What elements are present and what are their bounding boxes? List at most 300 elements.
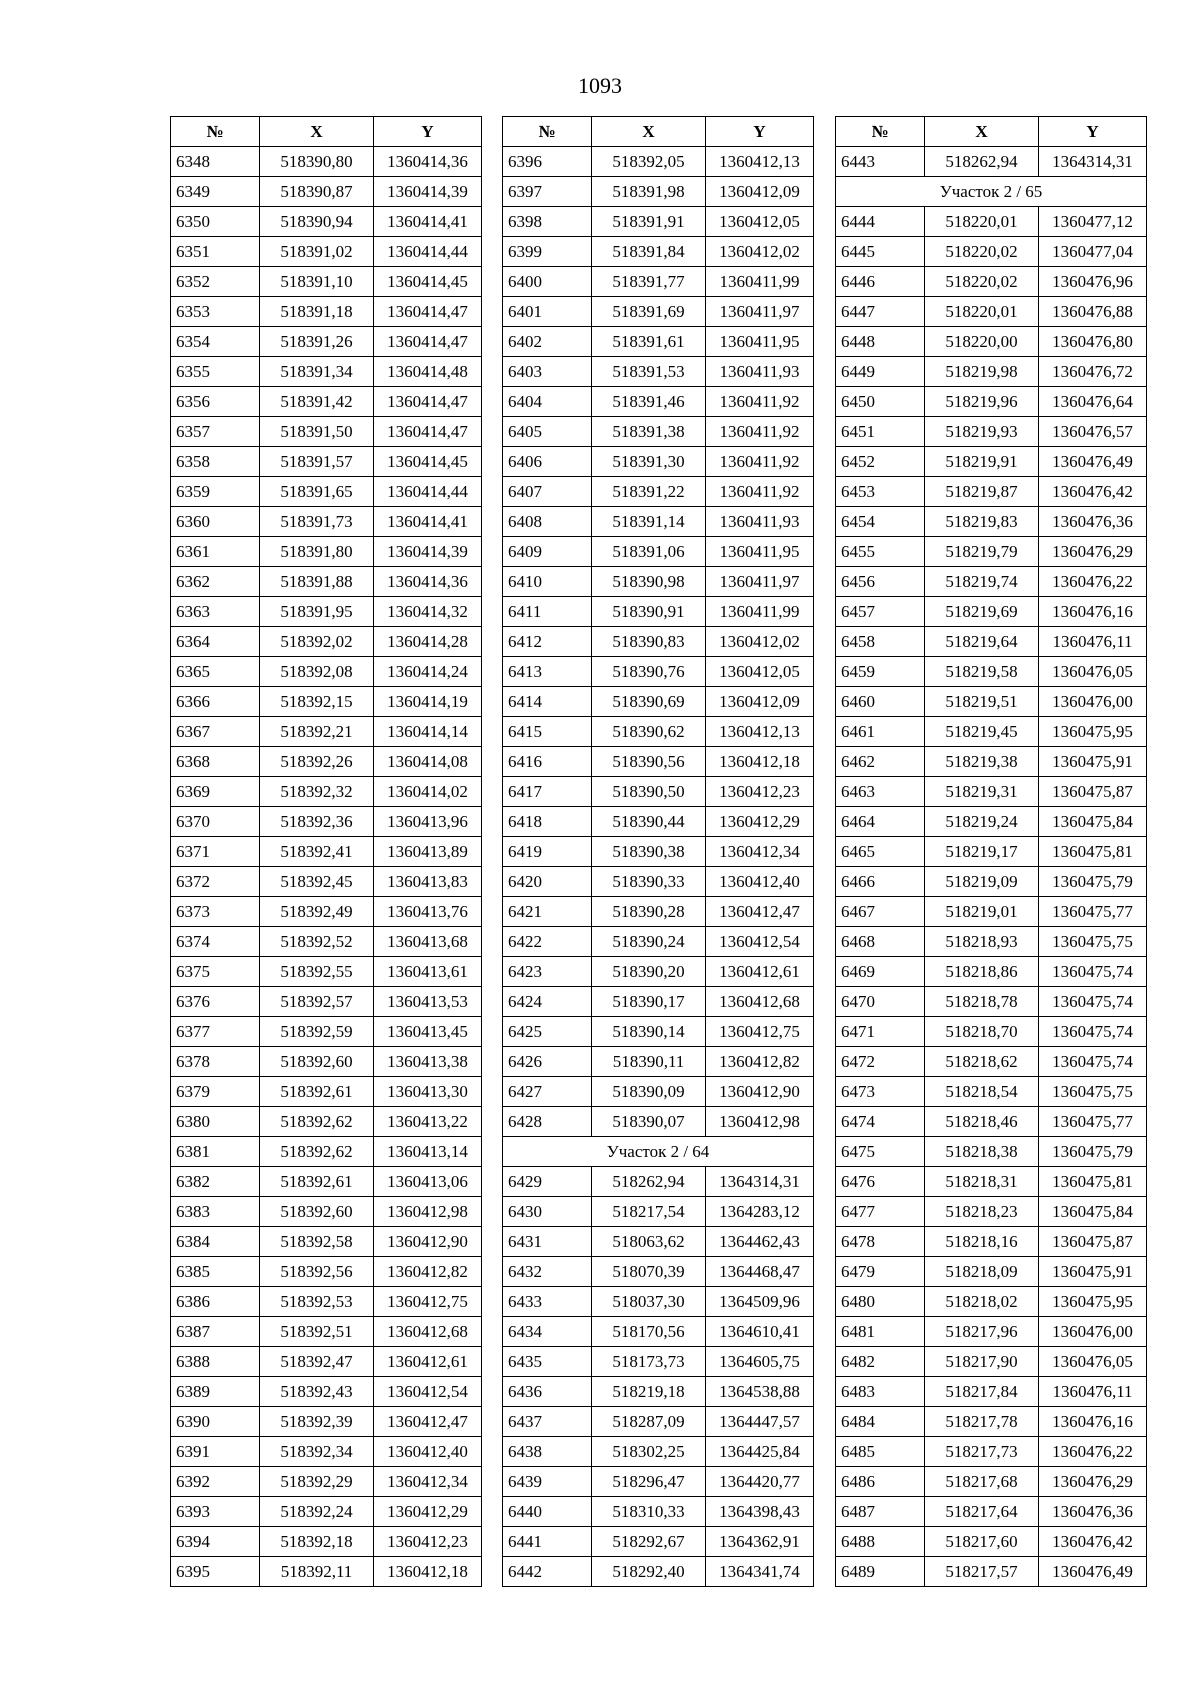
table-row <box>171 327 482 357</box>
coord-y: 1360411,95 <box>706 537 814 567</box>
table-row <box>171 987 482 1017</box>
coord-x: 518219,74 <box>925 567 1039 597</box>
coord-y: 1360414,45 <box>374 447 482 477</box>
point-number: 6430 <box>503 1197 592 1227</box>
table-row <box>503 1557 814 1587</box>
table-row <box>836 1407 1147 1437</box>
coord-y: 1360475,87 <box>1039 1227 1147 1257</box>
point-number: 6481 <box>836 1317 925 1347</box>
coord-y: 1360412,23 <box>374 1527 482 1557</box>
coord-x: 518392,29 <box>260 1467 374 1497</box>
coord-y: 1360475,95 <box>1039 1287 1147 1317</box>
table-row <box>503 207 814 237</box>
coord-x: 518390,98 <box>592 567 706 597</box>
header-num: № <box>836 117 925 147</box>
point-number: 6417 <box>503 777 592 807</box>
table-row <box>503 1107 814 1137</box>
point-number: 6462 <box>836 747 925 777</box>
table-row <box>503 867 814 897</box>
point-number: 6373 <box>171 897 260 927</box>
table-row <box>171 927 482 957</box>
coord-y: 1360414,41 <box>374 507 482 537</box>
coord-x: 518391,84 <box>592 237 706 267</box>
table-row <box>171 417 482 447</box>
coord-x: 518219,38 <box>925 747 1039 777</box>
coord-y: 1360412,34 <box>374 1467 482 1497</box>
coord-x: 518262,94 <box>925 147 1039 177</box>
table-row <box>503 507 814 537</box>
point-number: 6439 <box>503 1467 592 1497</box>
coord-y: 1360477,04 <box>1039 237 1147 267</box>
table-row <box>503 297 814 327</box>
point-number: 6470 <box>836 987 925 1017</box>
table-row <box>503 837 814 867</box>
coord-x: 518392,02 <box>260 627 374 657</box>
table-row <box>503 1317 814 1347</box>
coord-y: 1360412,23 <box>706 777 814 807</box>
point-number: 6436 <box>503 1377 592 1407</box>
point-number: 6375 <box>171 957 260 987</box>
point-number: 6483 <box>836 1377 925 1407</box>
coord-x: 518390,14 <box>592 1017 706 1047</box>
header-y: Y <box>1039 117 1147 147</box>
point-number: 6446 <box>836 267 925 297</box>
point-number: 6486 <box>836 1467 925 1497</box>
coord-y: 1360413,30 <box>374 1077 482 1107</box>
table-row <box>836 1107 1147 1137</box>
coord-y: 1360411,99 <box>706 597 814 627</box>
point-number: 6391 <box>171 1437 260 1467</box>
coord-x: 518392,26 <box>260 747 374 777</box>
point-number: 6364 <box>171 627 260 657</box>
point-number: 6445 <box>836 237 925 267</box>
table-row <box>503 1227 814 1257</box>
coord-x: 518219,83 <box>925 507 1039 537</box>
coord-y: 1360475,74 <box>1039 957 1147 987</box>
table-row <box>171 1317 482 1347</box>
coord-y: 1360412,02 <box>706 237 814 267</box>
point-number: 6456 <box>836 567 925 597</box>
table-row <box>171 717 482 747</box>
point-number: 6480 <box>836 1287 925 1317</box>
coord-x: 518391,42 <box>260 387 374 417</box>
table-row <box>836 1437 1147 1467</box>
coord-x: 518217,84 <box>925 1377 1039 1407</box>
coord-x: 518391,80 <box>260 537 374 567</box>
coord-y: 1360414,39 <box>374 537 482 567</box>
table-row <box>171 837 482 867</box>
table-row <box>836 1347 1147 1377</box>
point-number: 6371 <box>171 837 260 867</box>
point-number: 6393 <box>171 1497 260 1527</box>
coord-x: 518220,00 <box>925 327 1039 357</box>
coord-x: 518218,09 <box>925 1257 1039 1287</box>
coord-x: 518063,62 <box>592 1227 706 1257</box>
coord-x: 518392,15 <box>260 687 374 717</box>
point-number: 6443 <box>836 147 925 177</box>
coord-x: 518392,61 <box>260 1077 374 1107</box>
point-number: 6386 <box>171 1287 260 1317</box>
table-row <box>836 417 1147 447</box>
coord-y: 1360412,18 <box>706 747 814 777</box>
table-row <box>171 1167 482 1197</box>
section-row <box>503 1137 814 1167</box>
coord-y: 1360476,00 <box>1039 687 1147 717</box>
table-row <box>503 657 814 687</box>
point-number: 6357 <box>171 417 260 447</box>
table-row <box>503 807 814 837</box>
coord-y: 1360414,14 <box>374 717 482 747</box>
coord-x: 518218,23 <box>925 1197 1039 1227</box>
point-number: 6427 <box>503 1077 592 1107</box>
coord-x: 518390,09 <box>592 1077 706 1107</box>
table-row <box>836 357 1147 387</box>
coord-y: 1360476,22 <box>1039 567 1147 597</box>
coord-x: 518391,30 <box>592 447 706 477</box>
coord-y: 1364509,96 <box>706 1287 814 1317</box>
coord-x: 518218,02 <box>925 1287 1039 1317</box>
coord-y: 1360477,12 <box>1039 207 1147 237</box>
point-number: 6452 <box>836 447 925 477</box>
coord-x: 518392,45 <box>260 867 374 897</box>
coord-x: 518392,62 <box>260 1107 374 1137</box>
point-number: 6435 <box>503 1347 592 1377</box>
coord-x: 518392,56 <box>260 1257 374 1287</box>
point-number: 6367 <box>171 717 260 747</box>
table-row <box>836 237 1147 267</box>
table-row <box>836 837 1147 867</box>
point-number: 6349 <box>171 177 260 207</box>
table-row <box>171 1197 482 1227</box>
coord-y: 1360475,79 <box>1039 867 1147 897</box>
point-number: 6376 <box>171 987 260 1017</box>
coord-y: 1360414,28 <box>374 627 482 657</box>
coord-y: 1360412,75 <box>706 1017 814 1047</box>
coord-x: 518219,09 <box>925 867 1039 897</box>
coord-x: 518390,80 <box>260 147 374 177</box>
table-row <box>503 1377 814 1407</box>
point-number: 6420 <box>503 867 592 897</box>
coord-x: 518287,09 <box>592 1407 706 1437</box>
coord-x: 518391,34 <box>260 357 374 387</box>
table-row <box>171 1377 482 1407</box>
coord-y: 1360412,13 <box>706 147 814 177</box>
coord-y: 1360414,32 <box>374 597 482 627</box>
table-row <box>836 1527 1147 1557</box>
table-row <box>503 927 814 957</box>
table-row <box>171 147 482 177</box>
coordinates-table-3 <box>835 116 1147 1587</box>
coord-x: 518392,60 <box>260 1047 374 1077</box>
table-row <box>171 897 482 927</box>
point-number: 6407 <box>503 477 592 507</box>
coord-x: 518391,38 <box>592 417 706 447</box>
point-number: 6352 <box>171 267 260 297</box>
coord-y: 1360475,77 <box>1039 897 1147 927</box>
point-number: 6394 <box>171 1527 260 1557</box>
table-row <box>503 777 814 807</box>
coord-y: 1360412,29 <box>706 807 814 837</box>
point-number: 6385 <box>171 1257 260 1287</box>
coord-y: 1360476,80 <box>1039 327 1147 357</box>
coord-y: 1364362,91 <box>706 1527 814 1557</box>
coord-y: 1360412,47 <box>374 1407 482 1437</box>
table-row <box>503 267 814 297</box>
coord-y: 1360412,68 <box>374 1317 482 1347</box>
table-row <box>171 1527 482 1557</box>
coord-x: 518391,26 <box>260 327 374 357</box>
coord-y: 1360413,61 <box>374 957 482 987</box>
point-number: 6359 <box>171 477 260 507</box>
table-row <box>503 357 814 387</box>
coord-x: 518391,10 <box>260 267 374 297</box>
coord-x: 518392,60 <box>260 1197 374 1227</box>
coord-y: 1360475,81 <box>1039 837 1147 867</box>
point-number: 6431 <box>503 1227 592 1257</box>
table-row <box>171 1347 482 1377</box>
header-row <box>503 117 814 147</box>
coord-y: 1360412,47 <box>706 897 814 927</box>
point-number: 6358 <box>171 447 260 477</box>
point-number: 6419 <box>503 837 592 867</box>
table-row <box>171 687 482 717</box>
coord-x: 518390,69 <box>592 687 706 717</box>
table-row <box>503 1527 814 1557</box>
coord-y: 1360411,97 <box>706 297 814 327</box>
point-number: 6485 <box>836 1437 925 1467</box>
point-number: 6432 <box>503 1257 592 1287</box>
table-row <box>503 597 814 627</box>
coord-x: 518390,44 <box>592 807 706 837</box>
coord-y: 1360412,90 <box>706 1077 814 1107</box>
point-number: 6468 <box>836 927 925 957</box>
table-row <box>836 1227 1147 1257</box>
point-number: 6488 <box>836 1527 925 1557</box>
coord-y: 1360412,75 <box>374 1287 482 1317</box>
point-number: 6467 <box>836 897 925 927</box>
point-number: 6460 <box>836 687 925 717</box>
coord-y: 1364468,47 <box>706 1257 814 1287</box>
table-row <box>836 777 1147 807</box>
table-row <box>836 597 1147 627</box>
point-number: 6453 <box>836 477 925 507</box>
table-row <box>503 897 814 927</box>
coord-y: 1360476,36 <box>1039 1497 1147 1527</box>
header-x: X <box>260 117 374 147</box>
table-row <box>503 1077 814 1107</box>
point-number: 6484 <box>836 1407 925 1437</box>
coord-y: 1360412,09 <box>706 687 814 717</box>
coord-y: 1360413,89 <box>374 837 482 867</box>
coord-x: 518392,43 <box>260 1377 374 1407</box>
table-row <box>171 207 482 237</box>
coord-y: 1360414,19 <box>374 687 482 717</box>
point-number: 6365 <box>171 657 260 687</box>
coordinates-table-1 <box>170 116 482 1587</box>
coord-x: 518217,64 <box>925 1497 1039 1527</box>
table-row <box>503 1017 814 1047</box>
point-number: 6421 <box>503 897 592 927</box>
point-number: 6348 <box>171 147 260 177</box>
coord-y: 1360476,64 <box>1039 387 1147 417</box>
coord-y: 1364420,77 <box>706 1467 814 1497</box>
coord-y: 1360412,05 <box>706 207 814 237</box>
coord-x: 518392,53 <box>260 1287 374 1317</box>
table-row <box>836 717 1147 747</box>
table-row <box>503 1197 814 1227</box>
coord-x: 518217,68 <box>925 1467 1039 1497</box>
point-number: 6473 <box>836 1077 925 1107</box>
coord-y: 1360476,42 <box>1039 1527 1147 1557</box>
table-row <box>836 297 1147 327</box>
coord-x: 518219,17 <box>925 837 1039 867</box>
coord-x: 518390,11 <box>592 1047 706 1077</box>
coord-x: 518218,86 <box>925 957 1039 987</box>
coord-x: 518219,91 <box>925 447 1039 477</box>
coord-y: 1360413,83 <box>374 867 482 897</box>
point-number: 6397 <box>503 177 592 207</box>
coord-x: 518390,50 <box>592 777 706 807</box>
coord-y: 1360476,49 <box>1039 1557 1147 1587</box>
point-number: 6472 <box>836 1047 925 1077</box>
coord-y: 1360476,29 <box>1039 537 1147 567</box>
coord-x: 518391,22 <box>592 477 706 507</box>
point-number: 6366 <box>171 687 260 717</box>
coord-y: 1360476,57 <box>1039 417 1147 447</box>
point-number: 6368 <box>171 747 260 777</box>
point-number: 6361 <box>171 537 260 567</box>
coord-x: 518220,02 <box>925 237 1039 267</box>
coord-y: 1360412,82 <box>374 1257 482 1287</box>
point-number: 6433 <box>503 1287 592 1317</box>
header-y: Y <box>374 117 482 147</box>
coord-x: 518391,91 <box>592 207 706 237</box>
header-num: № <box>503 117 592 147</box>
point-number: 6402 <box>503 327 592 357</box>
point-number: 6415 <box>503 717 592 747</box>
coord-x: 518392,34 <box>260 1437 374 1467</box>
coord-x: 518170,56 <box>592 1317 706 1347</box>
coord-x: 518390,28 <box>592 897 706 927</box>
point-number: 6400 <box>503 267 592 297</box>
coord-x: 518219,96 <box>925 387 1039 417</box>
point-number: 6363 <box>171 597 260 627</box>
point-number: 6447 <box>836 297 925 327</box>
coord-x: 518296,47 <box>592 1467 706 1497</box>
coord-x: 518302,25 <box>592 1437 706 1467</box>
coord-x: 518392,55 <box>260 957 374 987</box>
coord-x: 518220,01 <box>925 207 1039 237</box>
point-number: 6476 <box>836 1167 925 1197</box>
point-number: 6487 <box>836 1497 925 1527</box>
point-number: 6399 <box>503 237 592 267</box>
table-row <box>503 957 814 987</box>
coord-x: 518392,57 <box>260 987 374 1017</box>
point-number: 6479 <box>836 1257 925 1287</box>
coord-x: 518218,78 <box>925 987 1039 1017</box>
point-number: 6379 <box>171 1077 260 1107</box>
coord-x: 518392,05 <box>592 147 706 177</box>
point-number: 6475 <box>836 1137 925 1167</box>
coord-x: 518070,39 <box>592 1257 706 1287</box>
coord-y: 1360414,41 <box>374 207 482 237</box>
coord-y: 1360412,98 <box>374 1197 482 1227</box>
coord-x: 518390,33 <box>592 867 706 897</box>
page-number: 1093 <box>578 73 622 98</box>
table-row <box>503 177 814 207</box>
coord-y: 1360414,45 <box>374 267 482 297</box>
coord-y: 1364447,57 <box>706 1407 814 1437</box>
coord-x: 518391,98 <box>592 177 706 207</box>
coord-y: 1360476,11 <box>1039 1377 1147 1407</box>
table-row <box>171 807 482 837</box>
coord-y: 1360476,05 <box>1039 1347 1147 1377</box>
table-row <box>503 537 814 567</box>
point-number: 6441 <box>503 1527 592 1557</box>
table-row <box>171 567 482 597</box>
coord-x: 518392,24 <box>260 1497 374 1527</box>
coord-y: 1360414,24 <box>374 657 482 687</box>
point-number: 6387 <box>171 1317 260 1347</box>
coord-x: 518219,98 <box>925 357 1039 387</box>
coord-x: 518217,78 <box>925 1407 1039 1437</box>
coord-x: 518217,73 <box>925 1437 1039 1467</box>
coord-y: 1360475,74 <box>1039 987 1147 1017</box>
header-y: Y <box>706 117 814 147</box>
point-number: 6411 <box>503 597 592 627</box>
coord-y: 1360414,08 <box>374 747 482 777</box>
coord-x: 518218,38 <box>925 1137 1039 1167</box>
table-row <box>503 1257 814 1287</box>
coord-y: 1360476,72 <box>1039 357 1147 387</box>
coord-x: 518219,93 <box>925 417 1039 447</box>
point-number: 6412 <box>503 627 592 657</box>
table-row <box>171 747 482 777</box>
coord-x: 518218,31 <box>925 1167 1039 1197</box>
point-number: 6418 <box>503 807 592 837</box>
table-row <box>836 987 1147 1017</box>
coord-x: 518392,36 <box>260 807 374 837</box>
table-row <box>836 1077 1147 1107</box>
coord-x: 518392,51 <box>260 1317 374 1347</box>
coord-x: 518391,57 <box>260 447 374 477</box>
coord-x: 518391,88 <box>260 567 374 597</box>
table-row <box>836 1497 1147 1527</box>
coord-x: 518392,39 <box>260 1407 374 1437</box>
point-number: 6449 <box>836 357 925 387</box>
table-row <box>836 897 1147 927</box>
point-number: 6392 <box>171 1467 260 1497</box>
point-number: 6356 <box>171 387 260 417</box>
table-row <box>836 1197 1147 1227</box>
coord-y: 1360411,93 <box>706 507 814 537</box>
point-number: 6440 <box>503 1497 592 1527</box>
coord-x: 518218,54 <box>925 1077 1039 1107</box>
point-number: 6428 <box>503 1107 592 1137</box>
coord-y: 1360414,44 <box>374 477 482 507</box>
point-number: 6369 <box>171 777 260 807</box>
coord-y: 1360475,87 <box>1039 777 1147 807</box>
point-number: 6353 <box>171 297 260 327</box>
point-number: 6465 <box>836 837 925 867</box>
point-number: 6459 <box>836 657 925 687</box>
coord-y: 1364398,43 <box>706 1497 814 1527</box>
coord-y: 1364341,74 <box>706 1557 814 1587</box>
table-row <box>503 717 814 747</box>
coord-x: 518218,16 <box>925 1227 1039 1257</box>
coord-y: 1360412,54 <box>706 927 814 957</box>
coord-x: 518390,83 <box>592 627 706 657</box>
